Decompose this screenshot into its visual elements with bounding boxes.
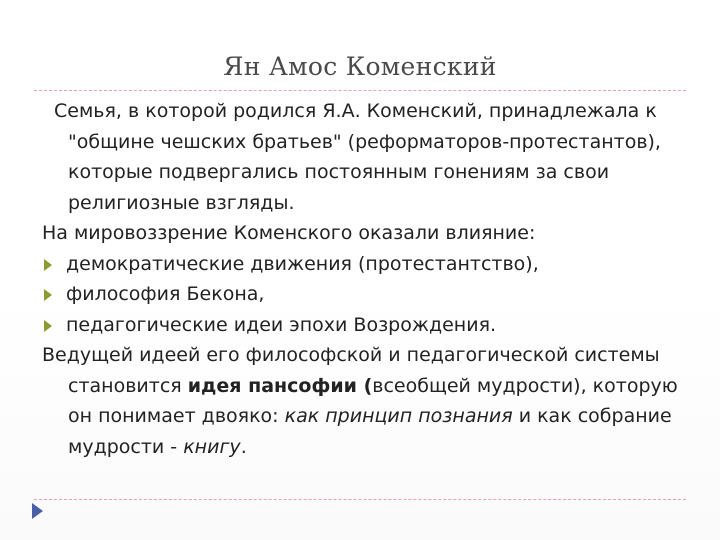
cognition-principle: как принцип познания [284,405,513,427]
bullet-item [42,249,682,280]
bullet-arrow-icon [44,259,52,271]
bullet-arrow-icon [44,289,52,301]
next-slide-arrow-icon[interactable] [32,503,43,519]
slide-title: Ян Амос Коменский [223,52,497,81]
pansophy-paragraph [42,340,682,462]
bullet-text: педагогические идеи эпохи Возрождения. [66,313,497,336]
bullet-arrow-icon [44,320,52,332]
pansophy-term: идея пансофии ( [187,374,373,397]
pansophy-text-2: всеобщей мудрости), которую он понимает двояко: [68,374,678,427]
footer-divider [34,499,686,500]
bullet-item [42,310,682,341]
influence-intro: На мировоззрение Коменского оказали влияние: [42,222,536,244]
title-divider [34,90,686,91]
bullet-text: демократические движения (протестантство), [66,252,539,275]
pansophy-text-3: и как собрание мудрости - [68,405,672,458]
slide-body [42,96,682,462]
book-term: книгу [183,435,241,458]
family-paragraph: Семья, в которой родился Я.А. Коменский, принадлежала к "общине чешских братьев" (реформаторов-протестантов), которые подвергались постоянным гонениям за свои религиозные взгляды. [54,100,661,214]
bullet-text: философия Бекона, [66,283,265,305]
pansophy-text-4: . [240,435,247,458]
pansophy-text-1: Ведущей идеей его философской и педагогической системы становится [42,344,660,397]
bullet-item [42,279,682,310]
